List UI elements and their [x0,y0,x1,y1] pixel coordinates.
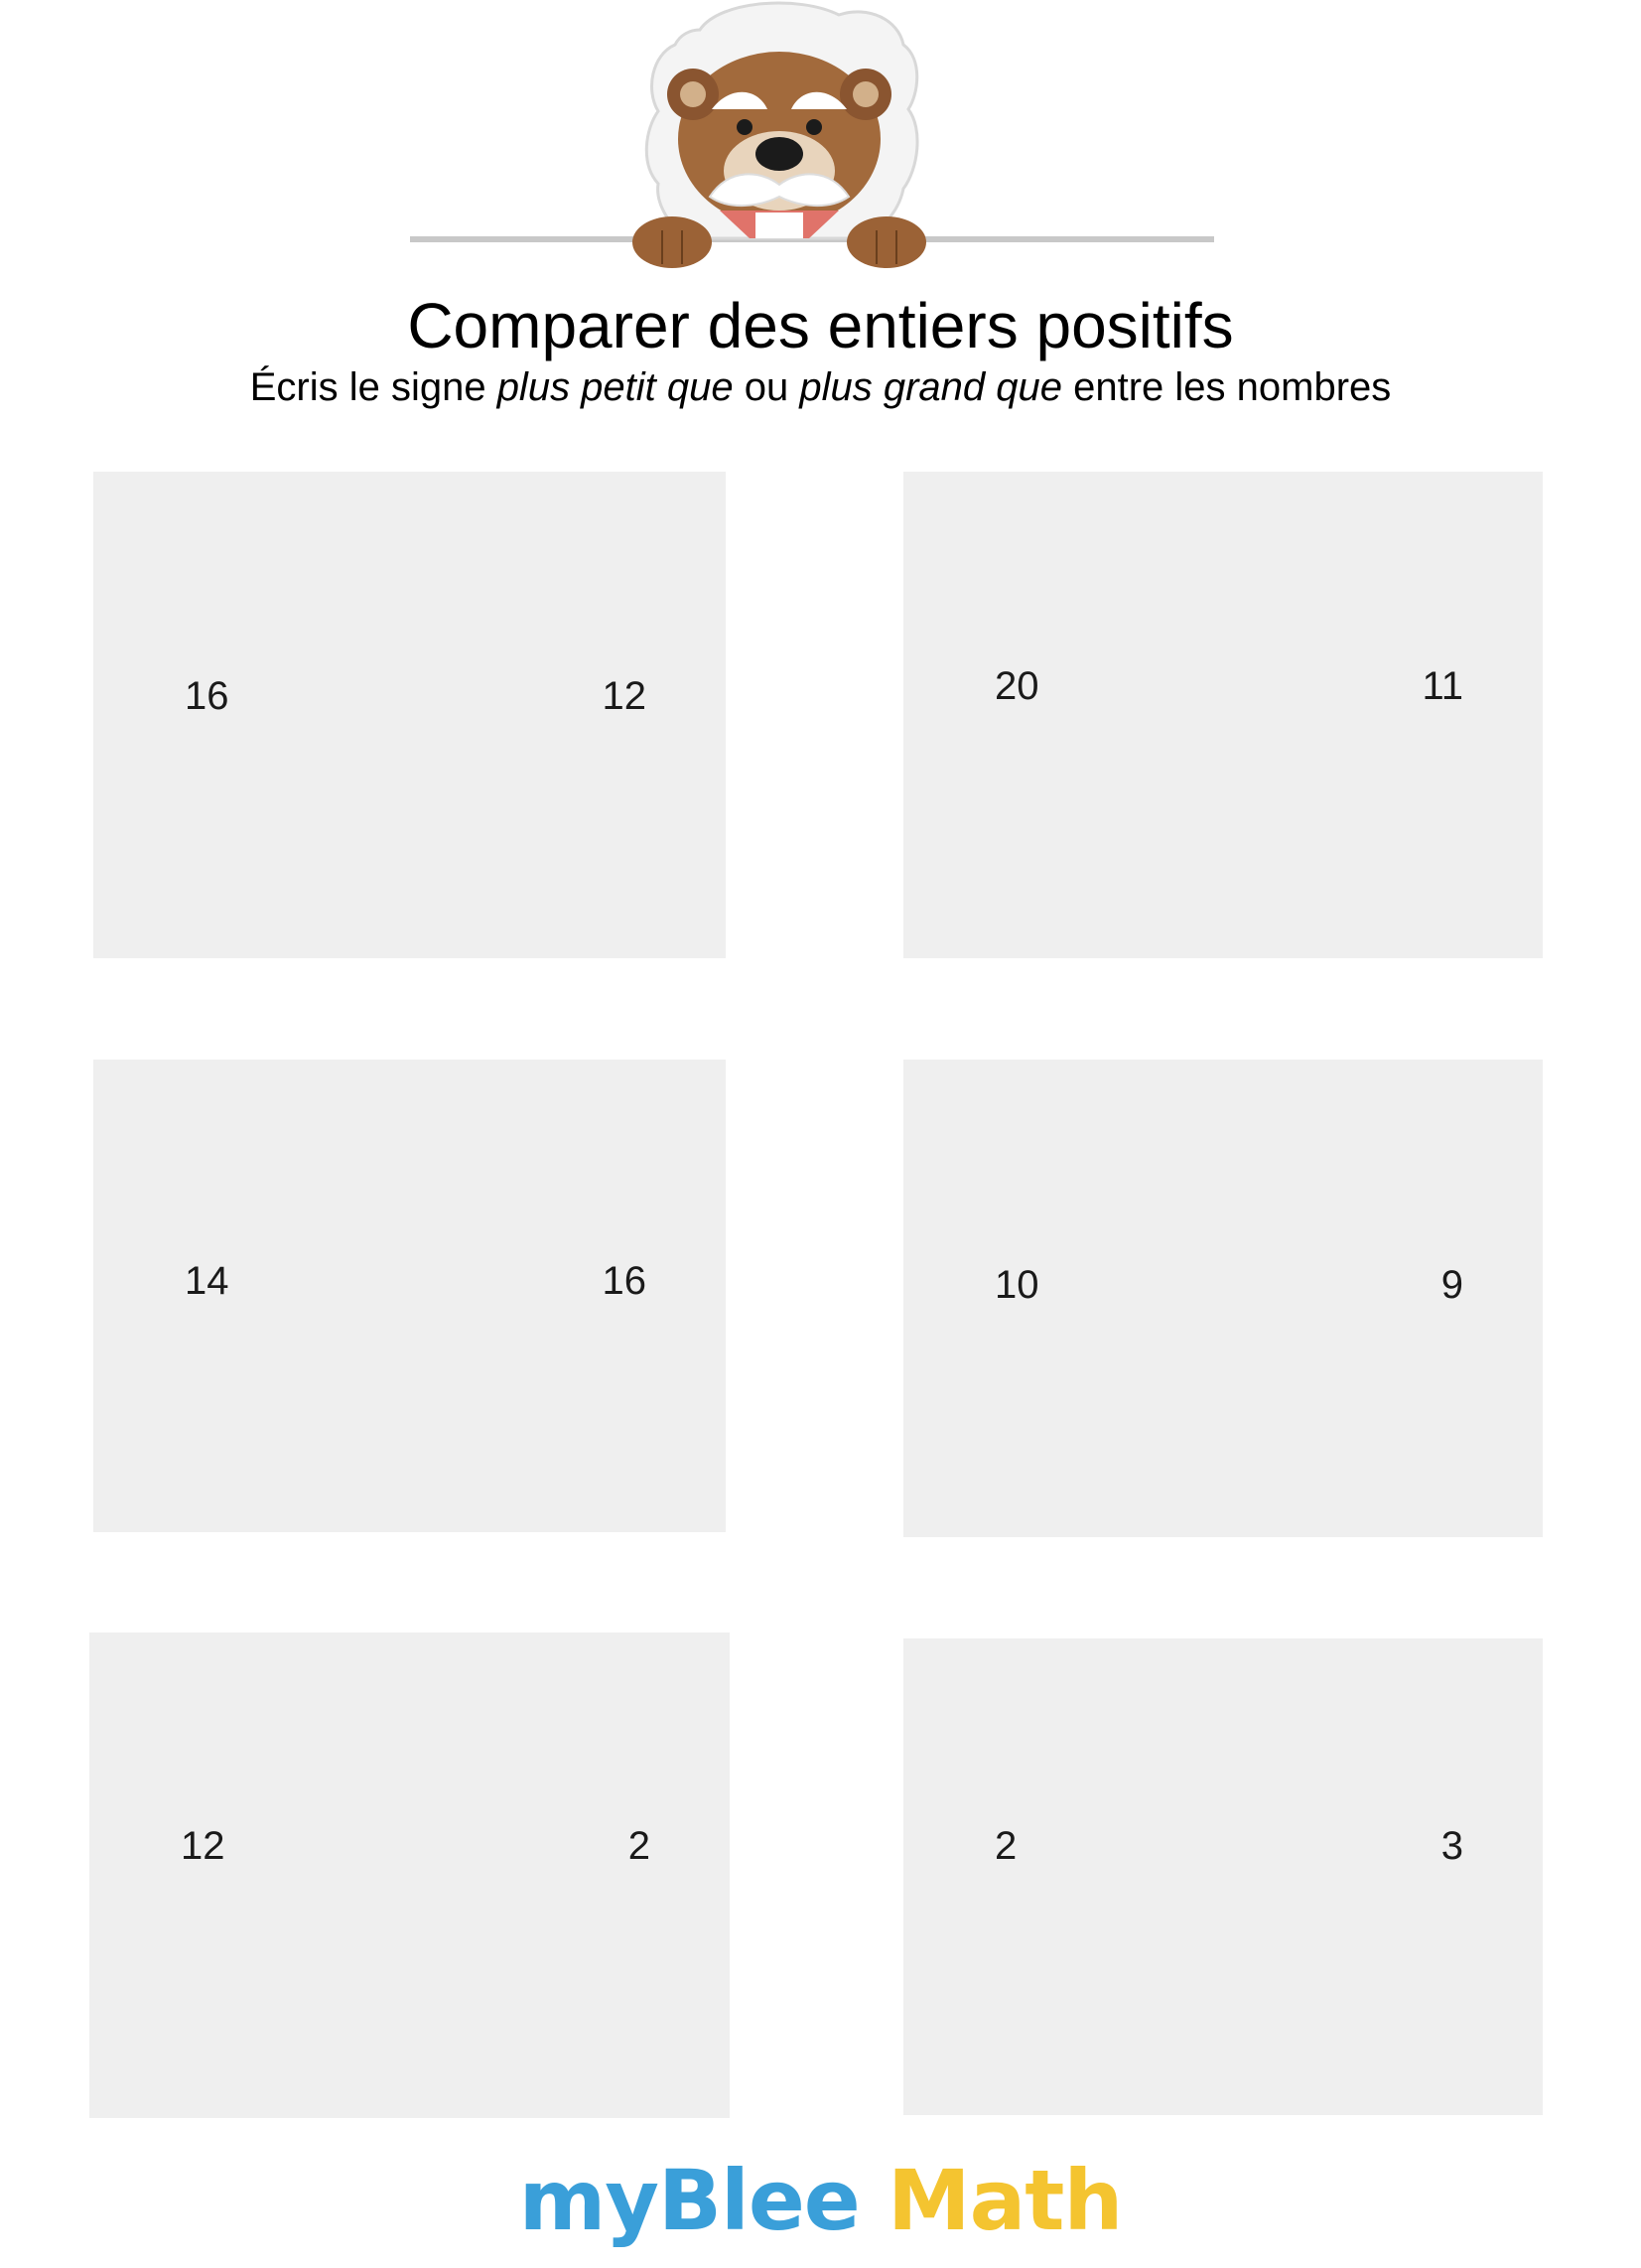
exercise-2-right-number: 11 [1422,664,1463,708]
exercise-1-left-number: 16 [185,674,229,718]
exercise-1-right-number: 12 [602,674,646,718]
instructions-less-than: plus petit que [496,365,734,409]
instructions-text-2: ou [733,365,800,409]
exercise-card-1[interactable] [93,472,726,958]
exercise-card-2[interactable] [903,472,1543,958]
exercise-card-5[interactable] [89,1632,730,2118]
instructions-greater-than: plus grand que [799,365,1063,409]
bear-mascot-icon [402,0,1236,278]
exercise-3-left-number: 14 [185,1259,229,1303]
logo-myblee-text: myBlee [518,2152,860,2249]
exercise-2-left-number: 20 [995,664,1039,708]
exercise-card-3[interactable] [93,1060,726,1532]
logo-math-text: Math [888,2152,1123,2249]
instructions-text-3: entre les nombres [1062,365,1392,409]
exercise-4-right-number: 9 [1440,1263,1463,1307]
page-instructions [0,361,1641,413]
exercise-4-left-number: 10 [995,1263,1039,1307]
exercise-card-6[interactable] [903,1638,1543,2115]
exercise-3-right-number: 16 [602,1259,646,1303]
exercise-5-left-number: 12 [181,1824,225,1868]
myblee-math-logo [0,2151,1641,2250]
exercise-card-4[interactable] [903,1060,1543,1537]
exercise-6-left-number: 2 [995,1824,1018,1868]
instructions-text-1: Écris le signe [249,365,497,409]
exercise-6-right-number: 3 [1440,1824,1463,1868]
exercise-5-right-number: 2 [627,1824,650,1868]
page-title: Comparer des entiers positifs [407,290,1234,361]
